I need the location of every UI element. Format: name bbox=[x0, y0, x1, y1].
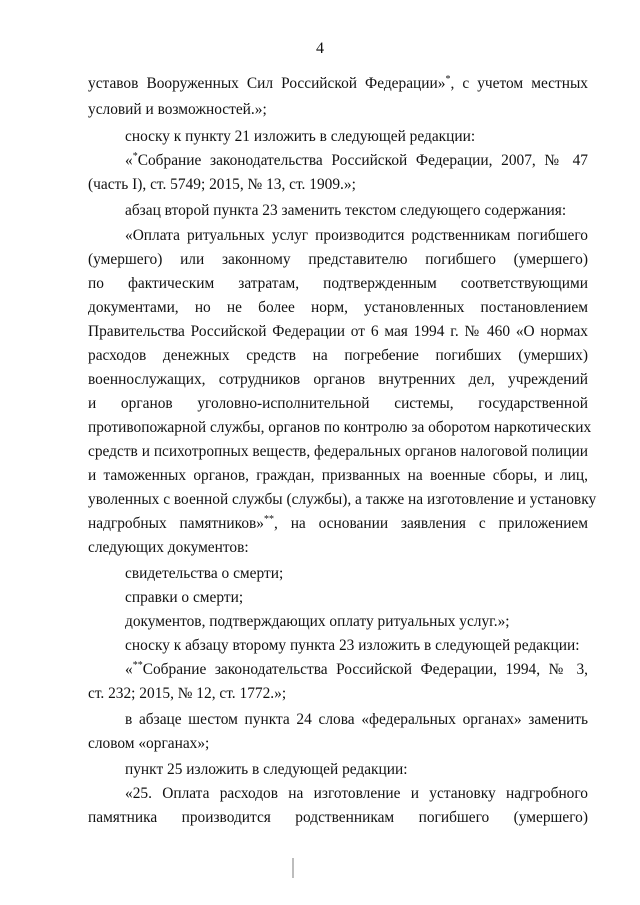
text-line: словом «органах»; bbox=[88, 735, 210, 752]
text-line: документами, но не более норм, установленных постановлением bbox=[88, 299, 588, 316]
text-line: надгробных памятников»**, на основании заявления с приложением bbox=[88, 514, 588, 532]
text-line: и органов уголовно-исполнительной системы, государственной bbox=[88, 395, 588, 412]
text-line: противопожарной службы, органов по контролю за оборотом наркотических bbox=[88, 419, 592, 436]
text-line: свидетельства о смерти; bbox=[125, 565, 284, 582]
text-line: пункт 25 изложить в следующей редакции: bbox=[125, 761, 408, 778]
text-line: (часть I), ст. 5749; 2015, № 13, ст. 1909.»; bbox=[88, 176, 356, 193]
text-line: военнослужащих, сотрудников органов внутренних дел, учреждений bbox=[88, 371, 588, 388]
scan-artifact bbox=[292, 858, 294, 878]
text-line: справки о смерти; bbox=[125, 589, 244, 606]
text-line: памятника производится родственникам погибшего (умершего) bbox=[88, 809, 588, 826]
text-line: расходов денежных средств на погребение погибших (умерших) bbox=[88, 347, 588, 364]
text-line: «25. Оплата расходов на изготовление и установку надгробного bbox=[125, 785, 588, 802]
text-line: (умершего) или законному представителю погибшего (умершего) bbox=[88, 251, 588, 268]
text-line: по фактическим затратам, подтвержденным соответствующими bbox=[88, 275, 588, 292]
text-line: документов, подтверждающих оплату ритуальных услуг.»; bbox=[125, 613, 510, 630]
text-line: «**Собрание законодательства Российской Федерации, 1994, № 3, bbox=[125, 660, 588, 678]
text-line: Правительства Российской Федерации от 6 мая 1994 г. № 460 «О нормах bbox=[88, 323, 588, 340]
text-line: «*Собрание законодательства Российской Федерации, 2007, № 47 bbox=[125, 151, 588, 169]
text-line: абзац второй пункта 23 заменить текстом следующего содержания: bbox=[125, 202, 567, 219]
text-line: сноску к абзацу второму пункта 23 изложить в следующей редакции: bbox=[125, 637, 580, 654]
text-line: сноску к пункту 21 изложить в следующей редакции: bbox=[125, 128, 476, 145]
text-line: следующих документов: bbox=[88, 539, 249, 556]
text-line: «Оплата ритуальных услуг производится родственникам погибшего bbox=[125, 227, 588, 244]
text-line: и таможенных органов, граждан, призванных на военные сборы, и лиц, bbox=[88, 467, 588, 484]
text-line: условий и возможностей.»; bbox=[88, 101, 267, 118]
text-line: уставов Вооруженных Сил Российской Федерации»*, с учетом местных bbox=[88, 74, 588, 92]
text-line: средств и психотропных веществ, федеральных органов налоговой полиции bbox=[88, 443, 588, 460]
page-number: 4 bbox=[316, 40, 324, 57]
text-line: ст. 232; 2015, № 12, ст. 1772.»; bbox=[88, 685, 287, 702]
text-line: в абзаце шестом пункта 24 слова «федеральных органах» заменить bbox=[125, 711, 588, 728]
text-line: уволенных с военной службы (службы), а также на изготовление и установку bbox=[88, 491, 597, 508]
